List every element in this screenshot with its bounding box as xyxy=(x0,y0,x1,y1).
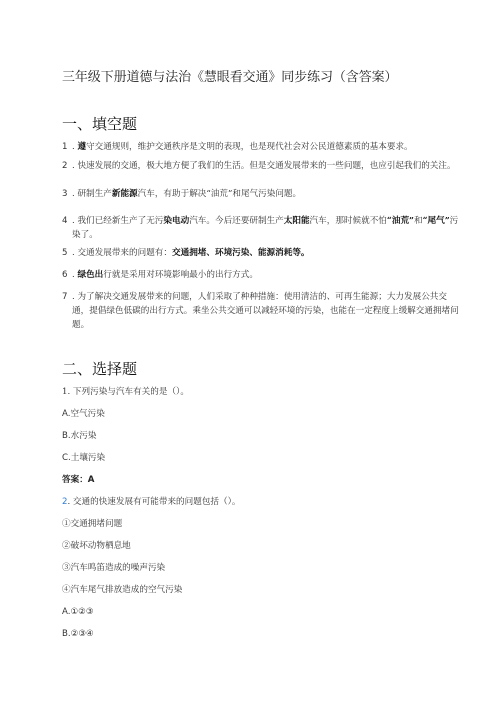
question-text-segment: . 研制生产 xyxy=(72,189,112,199)
answer-fill-text: “油荒” xyxy=(386,216,414,226)
answer-fill-text: 交通拥堵、环境污染、能源消耗等。 xyxy=(172,248,310,258)
choice-2-item-3: ③汽车鸣笛造成的噪声污染 xyxy=(62,563,166,573)
question-text-segment: 汽车。今后还要研制生产 xyxy=(189,216,284,226)
question-text-segment: . xyxy=(72,270,78,280)
fill-question-text xyxy=(72,290,462,332)
question-text-segment: 和 xyxy=(413,216,423,226)
fill-question-6 xyxy=(62,268,462,282)
question-text-segment: 汽车，那时候就不怕 xyxy=(309,216,387,226)
fill-question-1 xyxy=(62,140,462,154)
fill-question-text xyxy=(72,214,462,242)
fill-question-3 xyxy=(62,187,462,201)
question-text-segment: . xyxy=(72,142,78,152)
answer-fill-text: 染电动 xyxy=(163,216,190,226)
fill-question-number: 5 xyxy=(62,248,68,258)
fill-question-2 xyxy=(62,159,462,173)
answer-fill-text: 太阳能 xyxy=(283,216,310,226)
fill-question-number: 6 xyxy=(62,270,68,280)
fill-question-number: 4 xyxy=(62,216,68,226)
document-title: 三年级下册道德与法治《慧眼看交通》同步练习（含答案） xyxy=(62,70,398,85)
fill-question-text xyxy=(72,268,462,282)
choice-question-1-stem: 1. 下列污染与汽车有关的是（）。 xyxy=(62,387,189,397)
question-text-segment: 污染了。 xyxy=(72,216,459,240)
choice-question-2-number: 2 xyxy=(62,497,68,507)
fill-question-text xyxy=(72,140,462,154)
question-text-segment: . 快速发展的交通，极大地方便了我们的生活。但是交通发展带来的一些问题，也应引起我们的关注。 xyxy=(72,161,456,171)
fill-question-number: 1 xyxy=(62,142,68,152)
choice-1-option-a: A.空气污染 xyxy=(62,409,105,419)
answer-fill-text: 遵 xyxy=(77,142,87,152)
question-text-segment: 行就是采用对环境影响最小的出行方式。 xyxy=(103,270,258,280)
fill-question-4 xyxy=(62,214,462,242)
fill-question-number: 3 xyxy=(62,189,68,199)
fill-question-number: 7 xyxy=(62,292,68,302)
choice-question-2-text: . 交通的快速发展有可能带来的问题包括（）。 xyxy=(67,497,241,507)
section-heading-fill-in: 一、填空题 xyxy=(62,115,138,133)
fill-question-text xyxy=(72,187,462,201)
answer-fill-text: “尾气” xyxy=(422,216,450,226)
question-text-segment: . 我们已经新生产了无污 xyxy=(72,216,164,226)
question-text-segment: . 交通发展带来的问题有： xyxy=(72,248,172,258)
choice-1-option-c: C.土壤污染 xyxy=(62,453,106,463)
section-heading-multiple-choice: 二、选择题 xyxy=(62,360,138,378)
fill-question-7 xyxy=(62,290,462,332)
fill-question-5 xyxy=(62,246,462,260)
answer-fill-text: 新能源 xyxy=(111,189,138,199)
question-text-segment: 汽车，有助于解决“油荒”和尾气污染问题。 xyxy=(137,189,302,199)
question-text-segment: 守交通规则，维护交通秩序是文明的表现，也是现代社会对公民道德素质的基本要求。 xyxy=(86,142,413,152)
choice-2-item-4: ④汽车尾气排放造成的空气污染 xyxy=(62,585,183,595)
choice-question-2-stem xyxy=(62,495,241,509)
choice-2-item-1: ①交通拥堵问题 xyxy=(62,519,123,529)
fill-question-text xyxy=(72,159,462,173)
question-text-segment: . 为了解决交通发展带来的问题，人们采取了种种措施：使用清洁的、可再生能源；大力发展公共交通，提倡绿色低碳的出行方式。乘坐公共交通可以减轻环境的污染，也能在一定程度上缓解交通拥堵问题。 xyxy=(72,292,459,330)
choice-1-option-b: B.水污染 xyxy=(62,431,97,441)
choice-1-answer: 答案：A xyxy=(62,475,95,485)
choice-2-option-a: A.①②③ xyxy=(62,607,94,617)
fill-question-number: 2 xyxy=(62,161,68,171)
fill-question-text xyxy=(72,246,462,260)
answer-fill-text: 绿色出 xyxy=(77,270,104,280)
choice-2-option-b: B.②③④ xyxy=(62,629,94,639)
choice-2-item-2: ②破坏动物栖息地 xyxy=(62,541,131,551)
